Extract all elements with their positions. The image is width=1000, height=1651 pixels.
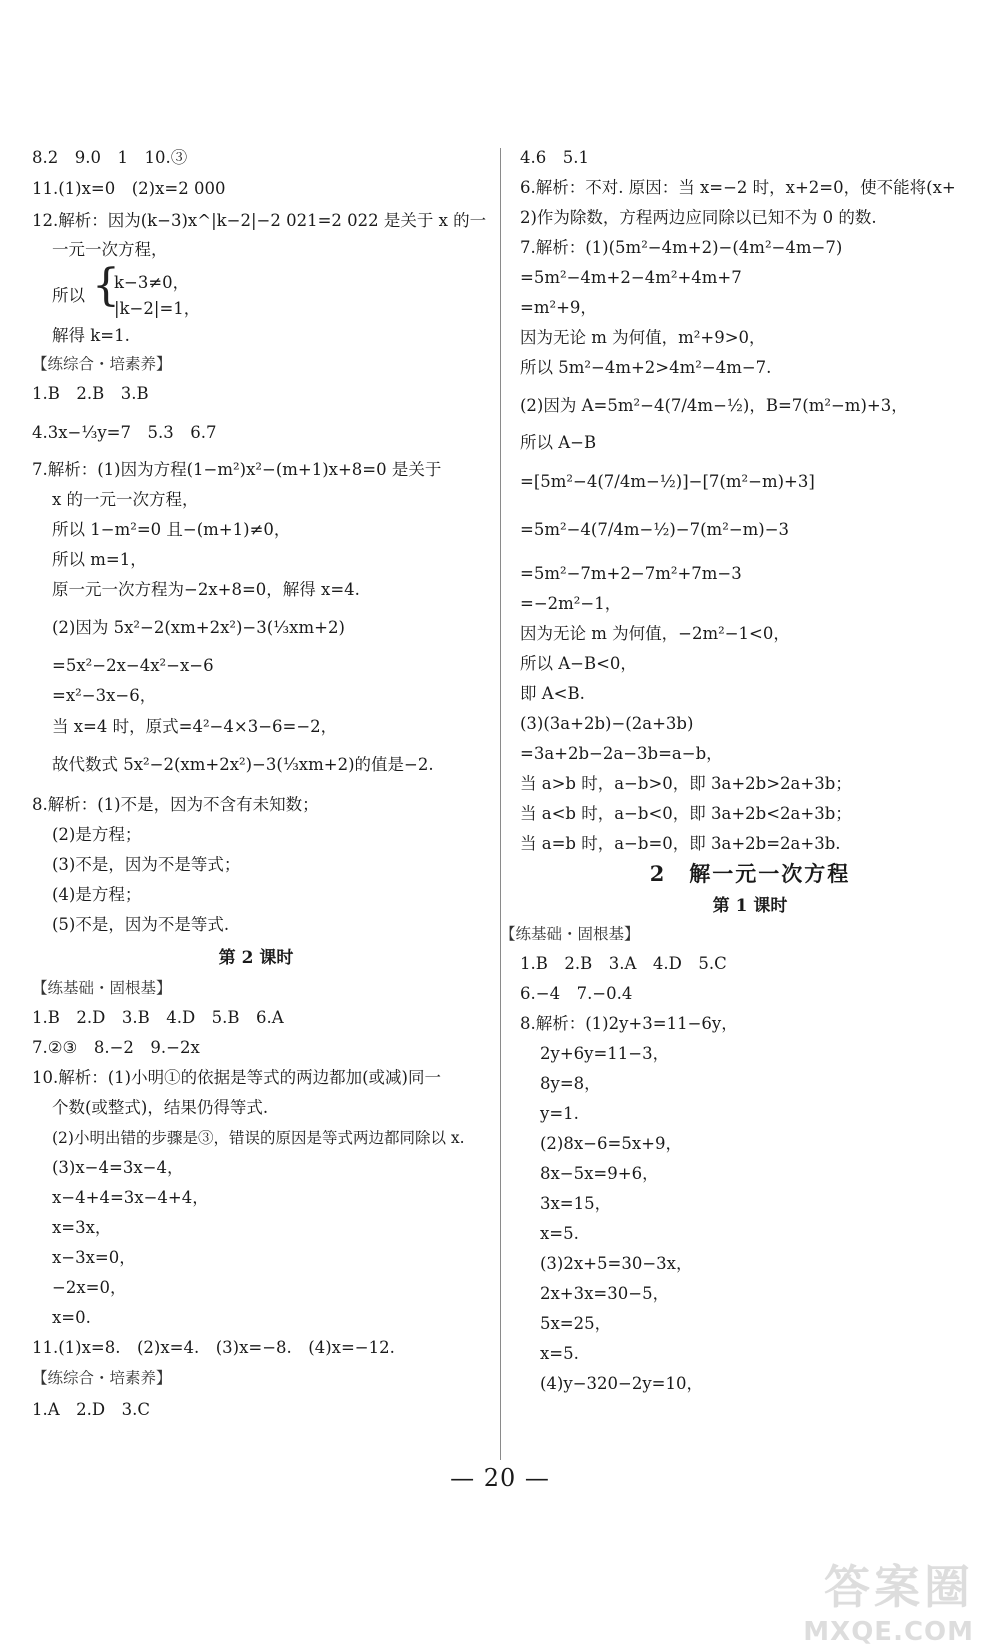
- answer-line: =3a+2b−2a−3b=a−b，: [520, 744, 723, 763]
- answer-line: 10.解析：(1)小明①的依据是等式的两边都加(或减)同一: [32, 1068, 441, 1087]
- watermark-title: 答案圈: [824, 1560, 974, 1614]
- answer-line: 所以 m=1，: [52, 550, 147, 569]
- answer-line: =5x²−2x−4x²−x−6: [52, 656, 214, 675]
- answer-line: (3)不是，因为不是等式；: [52, 855, 241, 874]
- answer-line: 所以 A−B<0，: [520, 654, 637, 673]
- section-tag: 【练基础・固根基】: [32, 979, 172, 997]
- answer-line: 所以 A−B: [520, 433, 597, 452]
- answer-line: 原一元一次方程为−2x+8=0，解得 x=4.: [52, 580, 360, 599]
- answer-line: 所以: [52, 286, 85, 305]
- answer-line: (2)小明出错的步骤是③，错误的原因是等式两边都同除以 x.: [52, 1129, 465, 1147]
- section-tag: 【练综合・培素养】: [32, 1369, 172, 1387]
- answer-line: 6.−4 7.−0.4: [520, 984, 633, 1003]
- answer-line: =5m²−4m+2−4m²+4m+7: [520, 268, 742, 287]
- column-divider: [500, 148, 501, 1460]
- answer-line: 1.B 2.D 3.B 4.D 5.B 6.A: [32, 1008, 284, 1027]
- answer-line: (2)因为 5x²−2(xm+2x²)−3(⅓xm+2): [52, 618, 345, 637]
- answer-line: 5x=25，: [540, 1314, 612, 1333]
- answer-line: −2x=0，: [52, 1278, 127, 1297]
- answer-line: y=1.: [540, 1104, 579, 1123]
- answer-line: x=3x，: [52, 1218, 112, 1237]
- answer-line: x−4+4=3x−4+4，: [52, 1188, 209, 1207]
- answer-line: 11.(1)x=0 (2)x=2 000: [32, 179, 226, 198]
- answer-line: 因为无论 m 为何值，m²+9>0，: [520, 328, 766, 347]
- section-tag: 【练基础・固根基】: [500, 925, 640, 943]
- answer-line: =[5m²−4(7/4m−½)]−[7(m²−m)+3]: [520, 472, 815, 491]
- answer-line: 即 A<B.: [520, 684, 585, 703]
- answer-line: x 的一元一次方程，: [52, 490, 199, 509]
- answer-line: 8.解析：(1)不是，因为不含有未知数；: [32, 795, 319, 814]
- answer-line: 1.A 2.D 3.C: [32, 1400, 150, 1419]
- answer-line: 解得 k=1.: [52, 326, 130, 345]
- lesson-heading: 第 1 课时: [712, 896, 788, 916]
- answer-line: 6.解析：不对. 原因：当 x=−2 时，x+2=0，使不能将(x+: [520, 178, 956, 197]
- watermark-logo: [780, 1561, 980, 1651]
- answer-line: 8y=8，: [540, 1074, 601, 1093]
- answer-line: 7.解析：(1)(5m²−4m+2)−(4m²−4m−7): [520, 238, 843, 257]
- answer-line: x−3x=0，: [52, 1248, 136, 1267]
- answer-line: 8.解析：(1)2y+3=11−6y，: [520, 1014, 738, 1033]
- lesson-heading: 第 2 课时: [218, 948, 294, 968]
- answer-line: 故代数式 5x²−2(xm+2x²)−3(⅓xm+2)的值是−2.: [52, 755, 434, 774]
- brace-icon: {: [92, 260, 120, 311]
- answer-line: 当 a=b 时，a−b=0，即 3a+2b=2a+3b.: [520, 834, 841, 853]
- answer-line: 1.B 2.B 3.A 4.D 5.C: [520, 954, 727, 973]
- answer-line: 12.解析：因为(k−3)x^|k−2|−2 021=2 022 是关于 x 的一: [32, 211, 487, 230]
- answer-line: =m²+9，: [520, 298, 597, 317]
- answer-line: (2)因为 A=5m²−4(7/4m−½)，B=7(m²−m)+3，: [520, 396, 908, 415]
- answer-line: 3x=15，: [540, 1194, 612, 1213]
- section-tag: 【练综合・培素养】: [32, 355, 172, 373]
- answer-line: (2)是方程；: [52, 825, 142, 844]
- answer-line: 11.(1)x=8. (2)x=4. (3)x=−8. (4)x=−12.: [32, 1338, 395, 1357]
- answer-line: 因为无论 m 为何值，−2m²−1<0，: [520, 624, 790, 643]
- answer-line: x=0.: [52, 1308, 91, 1327]
- answer-line: =5m²−4(7/4m−½)−7(m²−m)−3: [520, 520, 790, 539]
- answer-line: x=5.: [540, 1344, 579, 1363]
- answer-line: 2)作为除数，方程两边应同除以已知不为 0 的数.: [520, 208, 877, 227]
- answer-line: 1.B 2.B 3.B: [32, 384, 149, 403]
- answer-line: (3)2x+5=30−3x，: [540, 1254, 693, 1273]
- answer-line: x=5.: [540, 1224, 579, 1243]
- answer-line: 8x−5x=9+6，: [540, 1164, 659, 1183]
- answer-line: 一元一次方程，: [52, 240, 168, 259]
- answer-line: 4.3x−⅓y=7 5.3 6.7: [32, 423, 217, 442]
- answer-line: (2)8x−6=5x+9，: [540, 1134, 682, 1153]
- answer-line: |k−2|=1，: [114, 299, 201, 318]
- answer-line: 所以 1−m²=0 且−(m+1)≠0，: [52, 520, 291, 539]
- answer-line: 2x+3x=30−5，: [540, 1284, 670, 1303]
- answer-line: 当 x=4 时，原式=4²−4×3−6=−2，: [52, 717, 338, 736]
- answer-line: (4)是方程；: [52, 885, 142, 904]
- answer-line: 当 a<b 时，a−b<0，即 3a+2b<2a+3b；: [520, 804, 852, 823]
- answer-line: (4)y−320−2y=10，: [540, 1374, 703, 1393]
- answer-line: (5)不是，因为不是等式.: [52, 915, 230, 934]
- answer-line: 4.6 5.1: [520, 148, 589, 167]
- chapter-heading: 2 解一元一次方程: [649, 861, 851, 886]
- answer-line: 所以 5m²−4m+2>4m²−4m−7.: [520, 358, 772, 377]
- page-number: — 20 —: [450, 1464, 550, 1492]
- answer-line: 当 a>b 时，a−b>0，即 3a+2b>2a+3b；: [520, 774, 852, 793]
- answer-line: 个数(或整式)，结果仍得等式.: [52, 1098, 269, 1117]
- answer-line: (3)(3a+2b)−(2a+3b): [520, 714, 694, 733]
- answer-line: k−3≠0，: [114, 273, 190, 292]
- answer-line: 7.解析：(1)因为方程(1−m²)x²−(m+1)x+8=0 是关于: [32, 460, 442, 479]
- answer-line: 8.2 9.0 1 10.③: [32, 148, 188, 167]
- answer-line: =5m²−7m+2−7m²+7m−3: [520, 564, 742, 583]
- answer-line: (3)x−4=3x−4，: [52, 1158, 184, 1177]
- watermark-site: MXQE.COM: [803, 1617, 974, 1647]
- answer-line: =x²−3x−6，: [52, 686, 157, 705]
- answer-line: =−2m²−1，: [520, 594, 622, 613]
- answer-line: 7.②③ 8.−2 9.−2x: [32, 1038, 200, 1057]
- answer-line: 2y+6y=11−3，: [540, 1044, 670, 1063]
